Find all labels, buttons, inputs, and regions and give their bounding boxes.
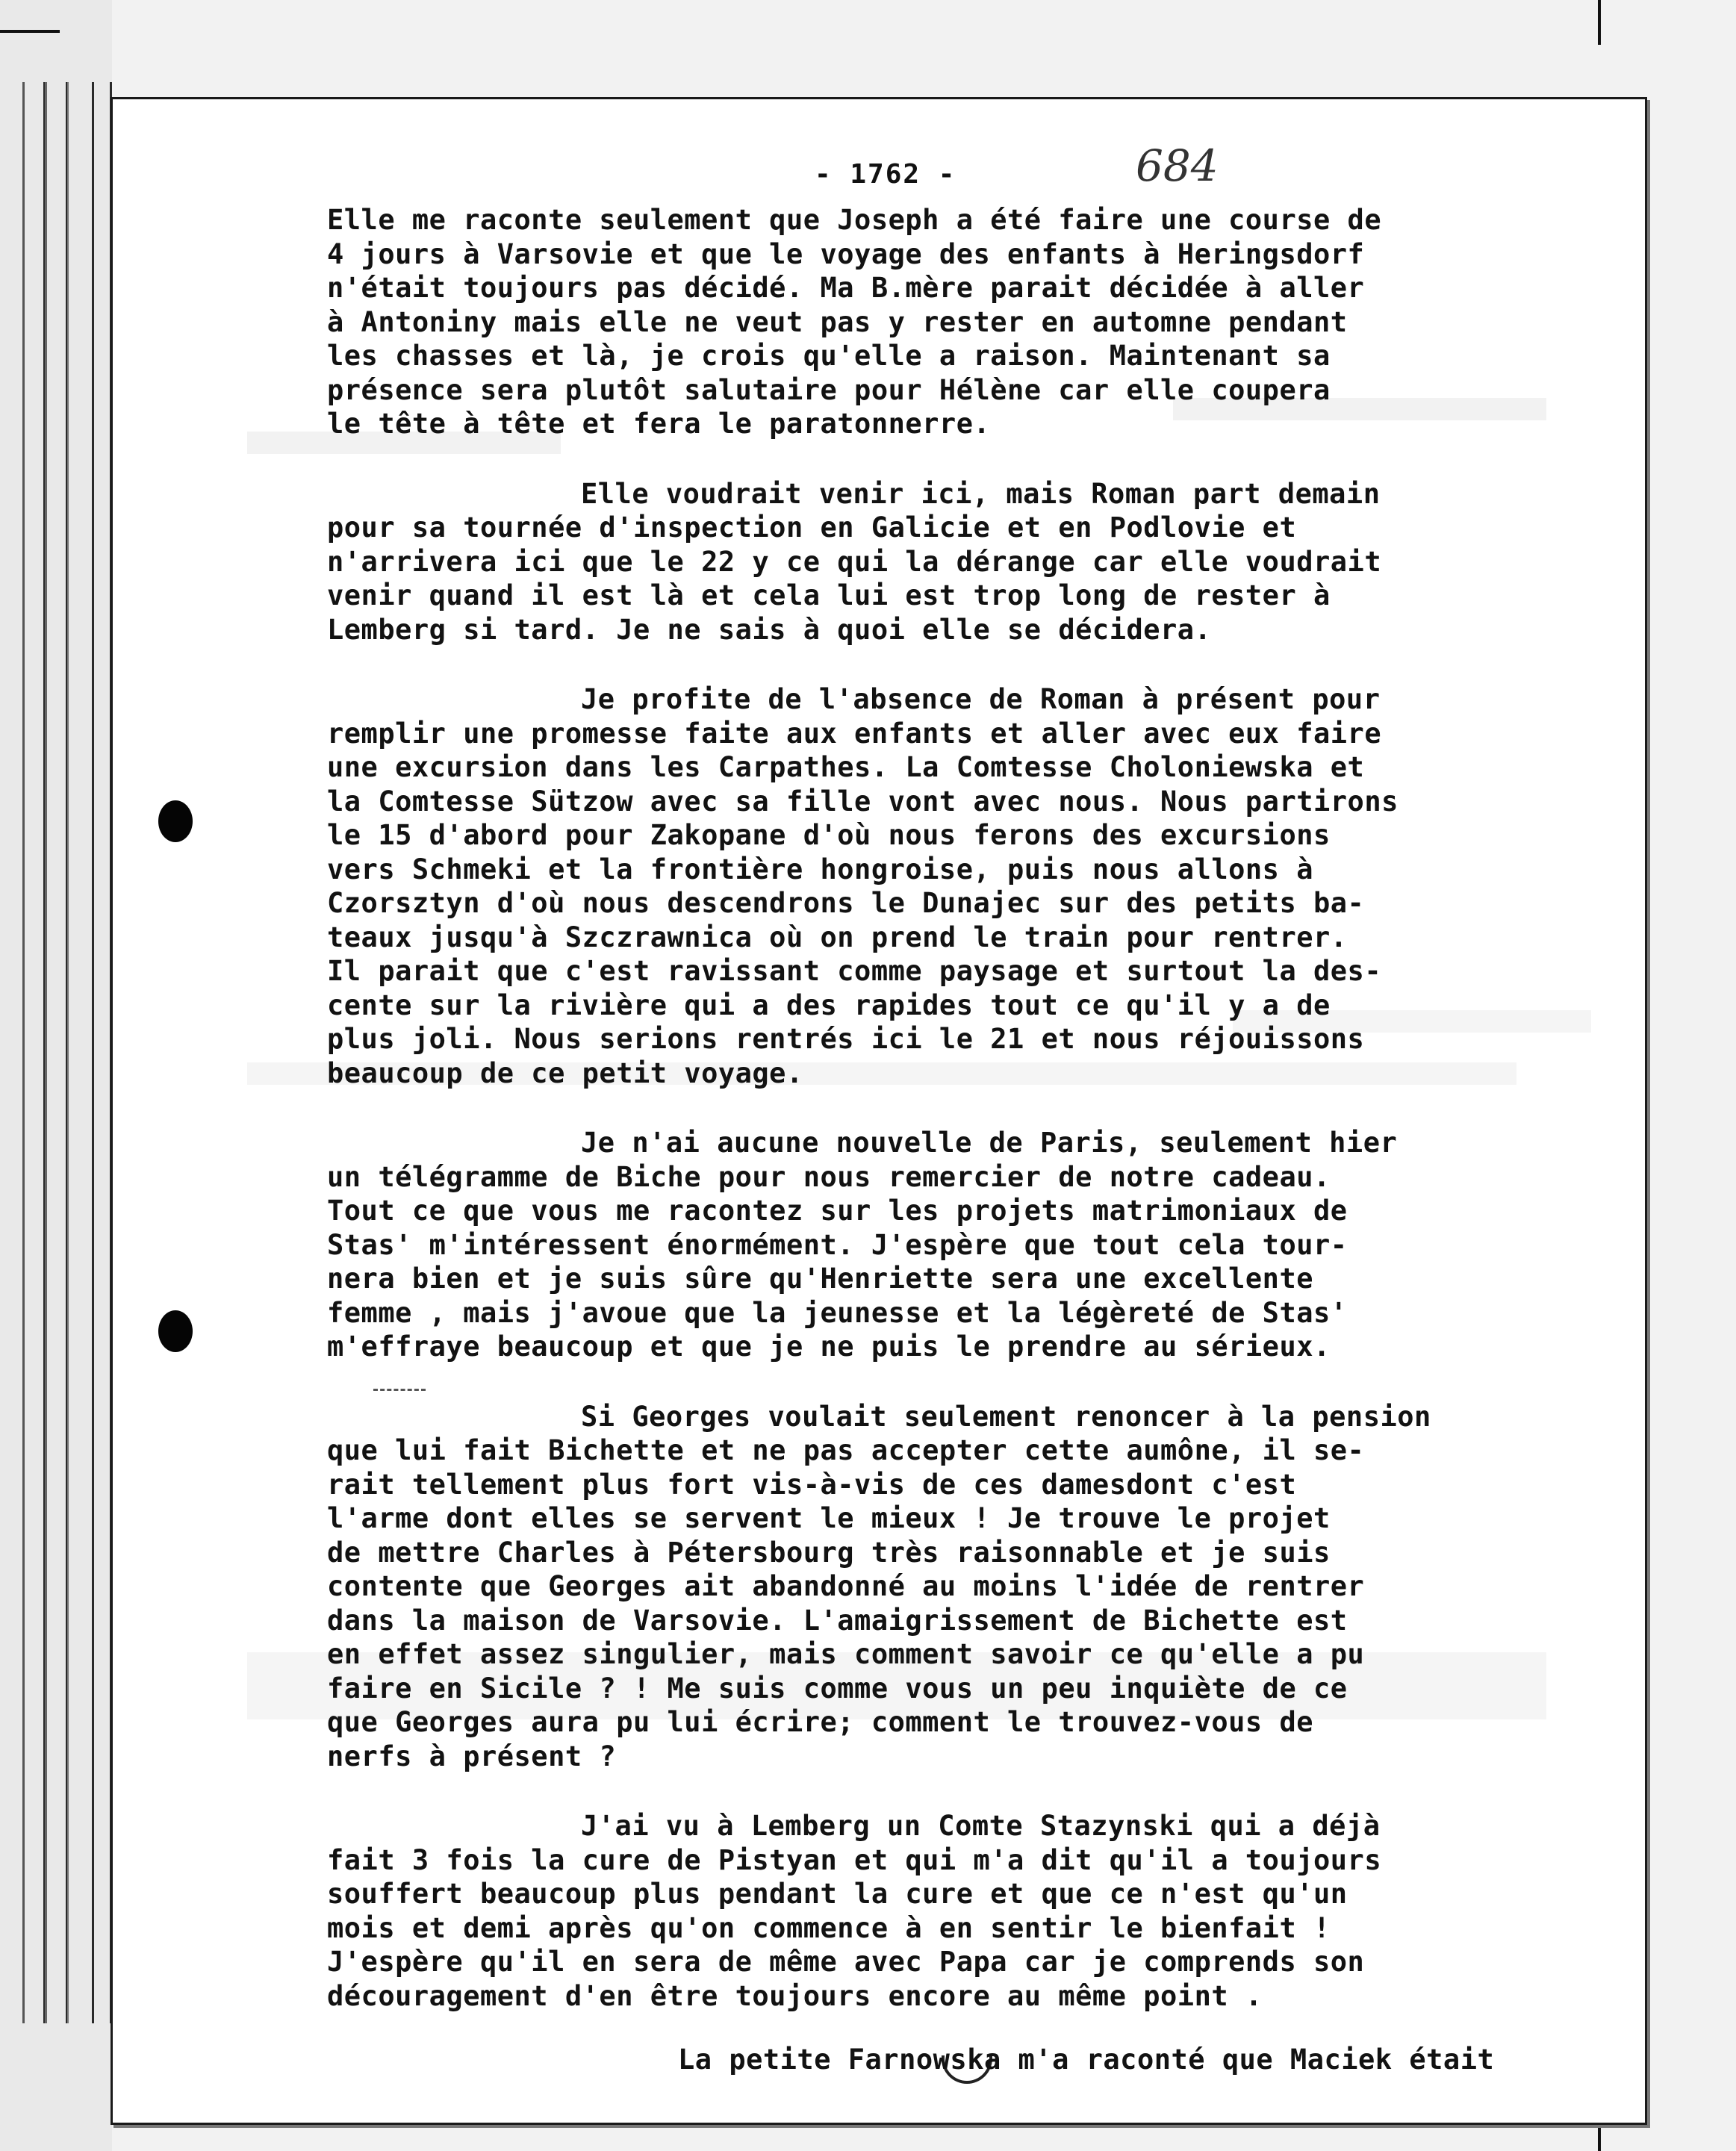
paragraph [327, 1809, 1619, 2013]
text-line: nerfs à présent ? [327, 1740, 617, 1772]
text-line: Elle voudrait venir ici, mais Roman part demain [581, 477, 1381, 510]
text-line: souffert beaucoup plus pendant la cure et que ce n'est qu'un [327, 1878, 1348, 1910]
text-line: venir quand il est là et cela lui est trop long de rester à [327, 579, 1331, 611]
text-line: teaux jusqu'à Szczrawnica où on prend le train pour rentrer. [327, 921, 1348, 953]
crop-mark [0, 30, 60, 33]
binder-hole [158, 1310, 193, 1352]
text-line: à Antoniny mais elle ne veut pas y rester en automne pendant [327, 305, 1348, 338]
text-line: n'arrivera ici que le 22 y ce qui la dérange car elle voudrait [327, 545, 1382, 578]
text-line: mois et demi après qu'on commence à en sentir le bienfait ! [327, 1911, 1331, 1944]
text-line: cente sur la rivière qui a des rapides tout ce qu'il y a de [327, 989, 1331, 1021]
text-line: découragement d'en être toujours encore au même point . [327, 1979, 1263, 2012]
text-line: femme , mais j'avoue que la jeunesse et la légèreté de Stas' [327, 1296, 1348, 1329]
text-line: Tout ce que vous me racontez sur les projets matrimoniaux de [327, 1195, 1348, 1227]
binder-edge [0, 0, 112, 2151]
text-line: J'ai vu à Lemberg un Comte Stazynski qui a déjà [581, 1810, 1381, 1842]
text-line: m'effraye beaucoup et que je ne puis le prendre au sérieux. [327, 1330, 1331, 1363]
text-line: 4 jours à Varsovie et que le voyage des enfants à Heringsdorf [327, 237, 1365, 270]
page-header [113, 140, 1645, 211]
page-number: - 1762 - [815, 159, 956, 190]
text-line: présence sera plutôt salutaire pour Hélène car elle coupera [327, 373, 1331, 406]
text-line: remplir une promesse faite aux enfants et aller avec eux faire [327, 717, 1382, 750]
text-line: le tête à tête et fera le paratonnerre. [327, 408, 991, 440]
text-line: un télégramme de Biche pour nous remercier de notre cadeau. [327, 1160, 1331, 1193]
text-line: la Comtesse Sützow avec sa fille vont avec nous. Nous partirons [327, 785, 1399, 818]
crop-mark [1598, 0, 1601, 45]
text-line: Elle me raconte seulement que Joseph a été faire une course de [327, 204, 1382, 236]
paragraph [327, 1126, 1619, 1364]
text-line: en effet assez singulier, mais comment savoir ce qu'elle a pu [327, 1638, 1365, 1670]
text-line: dans la maison de Varsovie. L'amaigrissement de Bichette est [327, 1604, 1348, 1637]
text-line: Stas' m'intéressent énormément. J'espère que tout cela tour- [327, 1228, 1348, 1261]
text-line: fait 3 fois la cure de Pistyan et qui m'a dit qu'il a toujours [327, 1843, 1382, 1876]
paragraph [327, 477, 1619, 647]
text-line: rait tellement plus fort vis-à-vis de ces damesdont c'est [327, 1468, 1297, 1501]
text-line: de mettre Charles à Pétersbourg très raisonnable et je suis [327, 1536, 1331, 1569]
text-line: J'espère qu'il en sera de même avec Papa car je comprends son [327, 1946, 1365, 1978]
text-line: Je profite de l'absence de Roman à présent pour [581, 683, 1381, 715]
paragraph [327, 1400, 1619, 1774]
paragraph [327, 2043, 1619, 2077]
text-line: l'arme dont elles se servent le mieux ! Je trouve le projet [327, 1502, 1331, 1534]
paragraph [327, 203, 1619, 441]
text-line: La petite Farnowska m'a raconté que Maciek était [678, 2043, 1495, 2076]
text-line: Je n'ai aucune nouvelle de Paris, seulement hier [581, 1127, 1398, 1159]
text-line: que Georges aura pu lui écrire; comment le trouvez-vous de [327, 1706, 1314, 1738]
text-line: Il parait que c'est ravissant comme paysage et surtout la des- [327, 955, 1382, 987]
text-line: plus joli. Nous serions rentrés ici le 21 et nous réjouissons [327, 1023, 1365, 1055]
text-line: n'était toujours pas décidé. Ma B.mère parait décidée à aller [327, 272, 1365, 304]
binder-hole [158, 800, 193, 842]
text-line: Lemberg si tard. Je ne sais à quoi elle se décidera. [327, 613, 1212, 646]
text-line: pour sa tournée d'inspection en Galicie et en Podlovie et [327, 511, 1297, 544]
letter-body [327, 203, 1619, 2077]
binder-sheet-edge [67, 82, 112, 2023]
text-line: beaucoup de ce petit voyage. [327, 1056, 803, 1089]
text-line: vers Schmeki et la frontière hongroise, puis nous allons à [327, 853, 1314, 885]
text-line: une excursion dans les Carpathes. La Comtesse Choloniewska et [327, 751, 1365, 783]
text-line: les chasses et là, je crois qu'elle a raison. Maintenant sa [327, 340, 1331, 372]
text-line: que lui fait Bichette et ne pas accepter cette aumône, il se- [327, 1434, 1365, 1466]
text-line: le 15 d'abord pour Zakopane d'où nous ferons des excursions [327, 819, 1331, 851]
text-line: nera bien et je suis sûre qu'Henriette sera une excellente [327, 1263, 1314, 1295]
handwritten-folio-number: 684 [1136, 140, 1219, 191]
text-line: Czorsztyn d'où nous descendrons le Dunajec sur des petits ba- [327, 887, 1365, 919]
text-line: faire en Sicile ? ! Me suis comme vous un peu inquiète de ce [327, 1672, 1348, 1705]
paragraph [327, 682, 1619, 1090]
text-line: Si Georges voulait seulement renoncer à la pension [581, 1400, 1431, 1433]
text-line: contente que Georges ait abandonné au moins l'idée de rentrer [327, 1570, 1365, 1602]
